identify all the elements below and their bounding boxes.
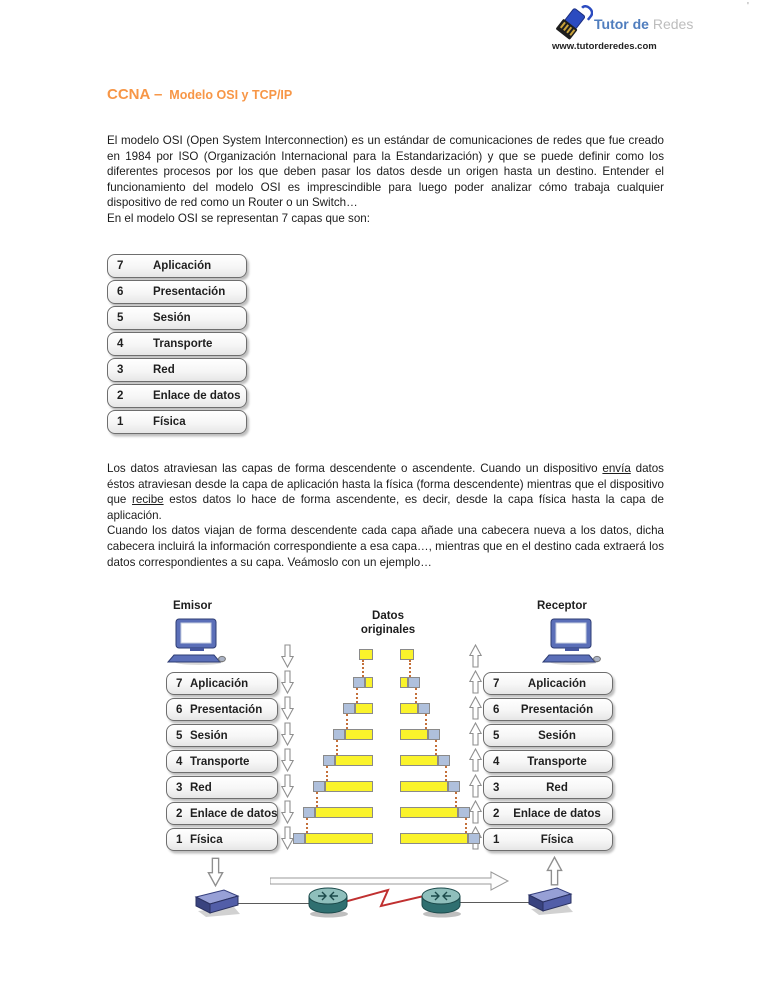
paragraph-intro2: En el modelo OSI se representan 7 capas que son:	[107, 211, 370, 225]
down-arrow-icon	[281, 748, 294, 777]
header-block-right	[438, 755, 450, 766]
osi-stack-receiver-layer-3	[483, 776, 613, 799]
original-data-line2: originales	[360, 623, 416, 636]
layer-number: 6	[117, 286, 124, 298]
osi-stack-main-layer-4	[107, 332, 247, 356]
dotted-trace	[316, 792, 318, 807]
layer-label: Presentación	[153, 286, 226, 298]
data-bar-left	[305, 833, 373, 844]
layer-number: 7	[176, 677, 183, 690]
layer-label: Física	[540, 833, 574, 846]
up-arrow-icon	[546, 856, 563, 891]
header-block-right	[468, 833, 480, 844]
osi-stack-main-layer-6	[107, 280, 247, 304]
flow-text: estos datos lo hace de forma ascendente, es decir, desde la capa física hasta la capa de aplicación.	[107, 493, 664, 522]
header-block-left	[303, 807, 315, 818]
layer-label: Aplicación	[527, 677, 587, 690]
website-url: www.tutorderedes.com	[552, 41, 657, 52]
paragraph-intro: El modelo OSI (Open System Interconnection) es un estándar de comunicaciones de redes que fue creado en 1984 por ISO (Organización Internacional para la Estandarización) y que se puede definir como los diferentes procesos por los que deben pasar los datos desde un origen hasta un destino. Entender el funcionamiento del modelo OSI es imprescindible para luego poder analizar cómo trabaja cualquier dispositivo de red como un Router o un Switch…	[107, 134, 664, 210]
osi-stack-receiver-layer-6	[483, 698, 613, 721]
header-block-right	[408, 677, 420, 688]
layer-number: 5	[176, 729, 183, 742]
flow-text: datos éstos atraviesan desde la capa de aplicación hasta la física (forma descendente) mientras que el dispositivo que	[107, 462, 664, 507]
data-bar-right	[400, 833, 468, 844]
layer-number: 1	[176, 833, 183, 846]
layer-label: Red	[546, 781, 568, 794]
layer-label: Enlace de datos	[153, 390, 241, 402]
header-block-right	[458, 807, 470, 818]
original-data-block-right	[400, 649, 414, 660]
data-bar-left	[355, 703, 373, 714]
osi-stack-sender-layer-4	[166, 750, 278, 773]
sender-label: Emisor	[173, 600, 212, 612]
underlined-recibe: recibe	[132, 493, 164, 507]
data-bar-left	[325, 781, 373, 792]
osi-stack-receiver-layer-4	[483, 750, 613, 773]
layer-number: 7	[117, 260, 124, 272]
header-block-left	[313, 781, 325, 792]
osi-stack-receiver-layer-2	[483, 802, 613, 825]
layer-number: 2	[176, 807, 183, 820]
header-block-left	[333, 729, 345, 740]
layer-number: 1	[117, 416, 124, 428]
layer-label: Sesión	[190, 729, 228, 742]
layer-number: 4	[493, 755, 500, 768]
dotted-trace	[415, 688, 417, 703]
layer-label: Aplicación	[190, 677, 249, 690]
osi-stack-receiver-layer-5	[483, 724, 613, 747]
layer-label: Enlace de datos	[190, 807, 278, 820]
layer-label: Transporte	[153, 338, 213, 350]
down-arrow-icon	[281, 696, 294, 725]
osi-stack-main-layer-2	[107, 384, 247, 408]
layer-number: 6	[176, 703, 183, 716]
header-block-right	[418, 703, 430, 714]
down-arrow-icon	[281, 800, 294, 829]
dotted-trace	[362, 660, 364, 677]
up-arrow-icon	[469, 774, 482, 803]
header-block-left	[293, 833, 305, 844]
title-topic: Modelo OSI y TCP/IP	[169, 88, 293, 102]
layer-number: 3	[493, 781, 500, 794]
header-block-left	[323, 755, 335, 766]
data-bar-right	[400, 755, 438, 766]
layer-label: Red	[153, 364, 175, 376]
dotted-trace	[465, 818, 467, 833]
layer-number: 7	[493, 677, 500, 690]
data-bar-right	[400, 677, 408, 688]
data-bar-left	[315, 807, 373, 818]
dotted-trace	[425, 714, 427, 729]
osi-stack-sender-layer-3	[166, 776, 278, 799]
osi-stack-sender-layer-5	[166, 724, 278, 747]
down-arrow-icon	[281, 644, 294, 673]
layer-label: Sesión	[538, 729, 576, 742]
osi-stack-main-layer-7	[107, 254, 247, 278]
layer-label: Transporte	[190, 755, 250, 768]
dotted-trace	[306, 818, 308, 833]
osi-stack-receiver-layer-7	[483, 672, 613, 695]
dotted-trace	[455, 792, 457, 807]
up-arrow-icon	[469, 800, 482, 829]
layer-label: Transporte	[527, 755, 587, 768]
paragraph-headers: Cuando los datos viajan de forma descendente cada capa añade una cabecera nueva a los datos, dicha cabecera incluirá la información correspondiente a esa capa…, mientras que en el destino cada extraerá los datos correspondientes a su capa. Veámoslo con un ejemplo…	[107, 524, 664, 569]
layer-number: 3	[176, 781, 183, 794]
layer-label: Física	[190, 833, 223, 846]
layer-number: 2	[493, 807, 500, 820]
brand-secondary: Redes	[652, 16, 694, 32]
dotted-trace	[409, 660, 411, 677]
up-arrow-icon	[469, 696, 482, 725]
osi-stack-sender-layer-7	[166, 672, 278, 695]
layer-number: 4	[176, 755, 183, 768]
layer-number: 5	[493, 729, 500, 742]
dotted-trace	[336, 740, 338, 755]
data-bar-right	[400, 729, 428, 740]
osi-stack-main-layer-3	[107, 358, 247, 382]
layer-label: Presentación	[190, 703, 263, 716]
layer-number: 5	[117, 312, 124, 324]
scan-artifact-mark: '	[747, 1, 749, 12]
layer-number: 6	[493, 703, 500, 716]
layer-number: 1	[493, 833, 500, 846]
dotted-trace	[326, 766, 328, 781]
down-arrow-icon	[207, 857, 224, 892]
header-block-left	[343, 703, 355, 714]
layer-label: Red	[190, 781, 212, 794]
dotted-trace	[445, 766, 447, 781]
layer-number: 2	[117, 390, 124, 402]
data-bar-right	[400, 807, 458, 818]
down-arrow-icon	[281, 670, 294, 699]
up-arrow-icon	[469, 644, 482, 673]
osi-stack-main-layer-1	[107, 410, 247, 434]
up-arrow-icon	[469, 748, 482, 777]
down-arrow-icon	[281, 774, 294, 803]
data-bar-left	[345, 729, 373, 740]
layer-number: 4	[117, 338, 124, 350]
header-block-left	[353, 677, 365, 688]
osi-stack-receiver-layer-1	[483, 828, 613, 851]
layer-number: 3	[117, 364, 124, 376]
flow-text: Los datos atraviesan las capas de forma descendente o ascendente. Cuando un dispositivo	[107, 462, 603, 475]
dotted-trace	[356, 688, 358, 703]
title-course: CCNA –	[107, 86, 163, 103]
dotted-trace	[435, 740, 437, 755]
receiver-label: Receptor	[537, 600, 587, 612]
brand-primary: Tutor de	[594, 16, 649, 32]
data-bar-left	[335, 755, 373, 766]
header-block-right	[448, 781, 460, 792]
osi-stack-main-layer-5	[107, 306, 247, 330]
up-arrow-icon	[469, 670, 482, 699]
layer-label: Enlace de datos	[513, 807, 601, 820]
up-arrow-icon	[469, 722, 482, 751]
underlined-envia: envía	[602, 462, 631, 475]
osi-stack-sender-layer-6	[166, 698, 278, 721]
down-arrow-icon	[281, 722, 294, 751]
osi-stack-sender-layer-1	[166, 828, 278, 851]
original-data-block-left	[359, 649, 373, 660]
data-bar-left	[365, 677, 373, 688]
dotted-trace	[346, 714, 348, 729]
osi-stack-sender-layer-2	[166, 802, 278, 825]
data-bar-right	[400, 781, 448, 792]
original-data-line1: Datos	[372, 610, 404, 622]
header-block-right	[428, 729, 440, 740]
layer-label: Aplicación	[153, 260, 212, 272]
layer-label: Sesión	[153, 312, 191, 324]
layer-label: Física	[153, 416, 186, 428]
data-bar-right	[400, 703, 418, 714]
layer-label: Presentación	[520, 703, 594, 716]
